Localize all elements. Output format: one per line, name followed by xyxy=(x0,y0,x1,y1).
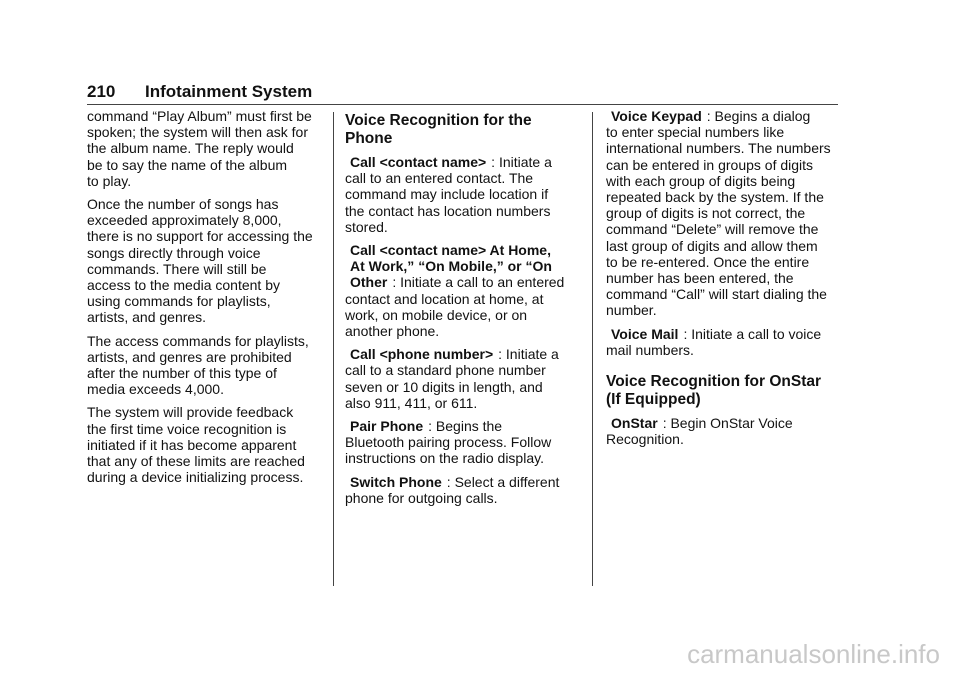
text-line: be to say the name of the album xyxy=(87,156,288,173)
column-right xyxy=(606,108,842,454)
text-line: The access commands for playlists, xyxy=(87,332,309,349)
text-line: work, on mobile device, or on xyxy=(345,306,528,323)
text-line: phone for outgoing calls. xyxy=(345,489,498,506)
text-line: international numbers. The numbers xyxy=(606,140,831,157)
text-line: during a device initializing process. xyxy=(87,469,304,486)
command-term: Call <contact name> At Home, xyxy=(350,242,551,259)
text-line: call to an entered contact. The xyxy=(345,170,534,187)
command-term: Other xyxy=(350,274,388,291)
command-term: Call <phone number> xyxy=(350,346,494,363)
text-line xyxy=(606,415,842,431)
text-line: another phone. xyxy=(345,323,440,340)
command-term: At Work,” “On Mobile,” or “On xyxy=(350,258,552,275)
command-term: OnStar xyxy=(611,415,658,432)
text-line: after the number of this type of xyxy=(87,365,277,382)
text-line: command “Delete” will remove the xyxy=(606,221,819,238)
text-line xyxy=(345,258,581,274)
text-line: Recognition. xyxy=(606,431,684,448)
command-term: Call <contact name> xyxy=(350,154,487,170)
text-line: number has been entered, the xyxy=(606,270,794,287)
text-line: the album name. The reply would xyxy=(87,140,294,157)
command-description: : Begins a dialog xyxy=(706,108,811,124)
command-term: Voice Mail xyxy=(611,325,679,342)
command-entry xyxy=(345,474,581,506)
text-line xyxy=(345,346,581,362)
paragraph xyxy=(87,404,323,485)
page-number: 210 xyxy=(87,82,116,101)
command-entry xyxy=(345,154,581,235)
text-line: that any of these limits are reached xyxy=(87,453,305,470)
command-description: : Initiate a xyxy=(498,346,559,363)
text-line: commands. There will still be xyxy=(87,260,267,277)
text-line xyxy=(345,154,581,170)
text-line: call to a standard phone number xyxy=(345,362,546,379)
command-entry xyxy=(345,418,581,467)
text-line: can be entered in groups of digits xyxy=(606,156,814,173)
text-line: command “Call” will start dialing the xyxy=(606,286,827,303)
command-description: : Initiate a xyxy=(491,154,552,170)
text-line: the first time voice recognition is xyxy=(87,420,287,437)
text-line: command “Play Album” must first be xyxy=(87,108,312,124)
text-line xyxy=(606,108,842,124)
text-line: instructions on the radio display. xyxy=(345,450,544,467)
command-entry xyxy=(345,346,581,411)
text-line: media exceeds 4,000. xyxy=(87,381,224,398)
command-description: : Initiate a call to an entered xyxy=(392,274,565,291)
paragraph xyxy=(87,333,323,398)
text-line: Once the number of songs has xyxy=(87,196,279,213)
text-line xyxy=(345,418,581,434)
text-line: contact and location at home, at xyxy=(345,290,544,307)
heading-line: Voice Recognition for the xyxy=(345,112,532,129)
text-line: mail numbers. xyxy=(606,341,694,358)
heading-line: (If Equipped) xyxy=(606,391,701,409)
paragraph xyxy=(87,108,323,189)
text-line: to enter special numbers like xyxy=(606,124,785,141)
text-line: there is no support for accessing the xyxy=(87,228,313,245)
text-line: the contact has location numbers xyxy=(345,202,551,219)
page-header xyxy=(87,80,837,106)
text-line: seven or 10 digits in length, and xyxy=(345,378,543,395)
command-description: : Select a different xyxy=(446,473,560,490)
text-line: last group of digits and allow them xyxy=(606,237,818,254)
text-line: repeated back by the system. If the xyxy=(606,189,824,206)
text-line: to be re-entered. Once the entire xyxy=(606,253,810,270)
text-line: number. xyxy=(606,302,657,319)
text-line: exceeded approximately 8,000, xyxy=(87,212,282,229)
text-line: with each group of digits being xyxy=(606,172,796,189)
command-description: : Begin OnStar Voice xyxy=(662,415,793,432)
text-line: Bluetooth pairing process. Follow xyxy=(345,434,552,451)
text-line: access to the media content by xyxy=(87,277,280,294)
column-middle xyxy=(345,108,581,513)
text-line xyxy=(345,274,581,290)
paragraph xyxy=(87,196,323,326)
command-entry xyxy=(345,242,581,339)
text-line: The system will provide feedback xyxy=(87,404,294,421)
section-title: Infotainment System xyxy=(145,82,313,101)
watermark-text: carmanualsonline.info xyxy=(687,639,940,669)
text-line: initiated if it has become apparent xyxy=(87,436,297,453)
command-entry xyxy=(606,326,842,358)
command-description: : Begins the xyxy=(428,418,503,435)
text-line: artists, and genres. xyxy=(87,309,207,326)
text-line xyxy=(345,474,581,490)
subsection-heading xyxy=(606,373,842,409)
text-line: group of digits is not correct, the xyxy=(606,205,806,222)
column-divider-right xyxy=(592,112,593,586)
text-line xyxy=(345,242,581,258)
heading-line: Phone xyxy=(345,130,393,147)
column-divider-left xyxy=(333,112,334,586)
text-line: also 911, 411, or 611. xyxy=(345,394,478,411)
text-line: stored. xyxy=(345,218,388,235)
command-description: : Initiate a call to voice xyxy=(683,325,822,342)
text-line: to play. xyxy=(87,172,132,189)
text-line xyxy=(606,326,842,342)
column-left xyxy=(87,108,323,492)
heading-line: Voice Recognition for OnStar xyxy=(606,373,822,391)
command-term: Switch Phone xyxy=(350,473,442,490)
text-line: artists, and genres are prohibited xyxy=(87,348,292,365)
text-line: songs directly through voice xyxy=(87,244,261,261)
command-entry xyxy=(606,415,842,447)
text-line: using commands for playlists, xyxy=(87,293,271,310)
text-line: spoken; the system will then ask for xyxy=(87,124,308,141)
command-entry xyxy=(606,108,842,319)
text-line: command may include location if xyxy=(345,186,549,203)
subsection-heading xyxy=(345,112,581,148)
header-rule xyxy=(87,104,838,105)
command-term: Voice Keypad xyxy=(611,108,702,124)
command-term: Pair Phone xyxy=(350,418,424,435)
